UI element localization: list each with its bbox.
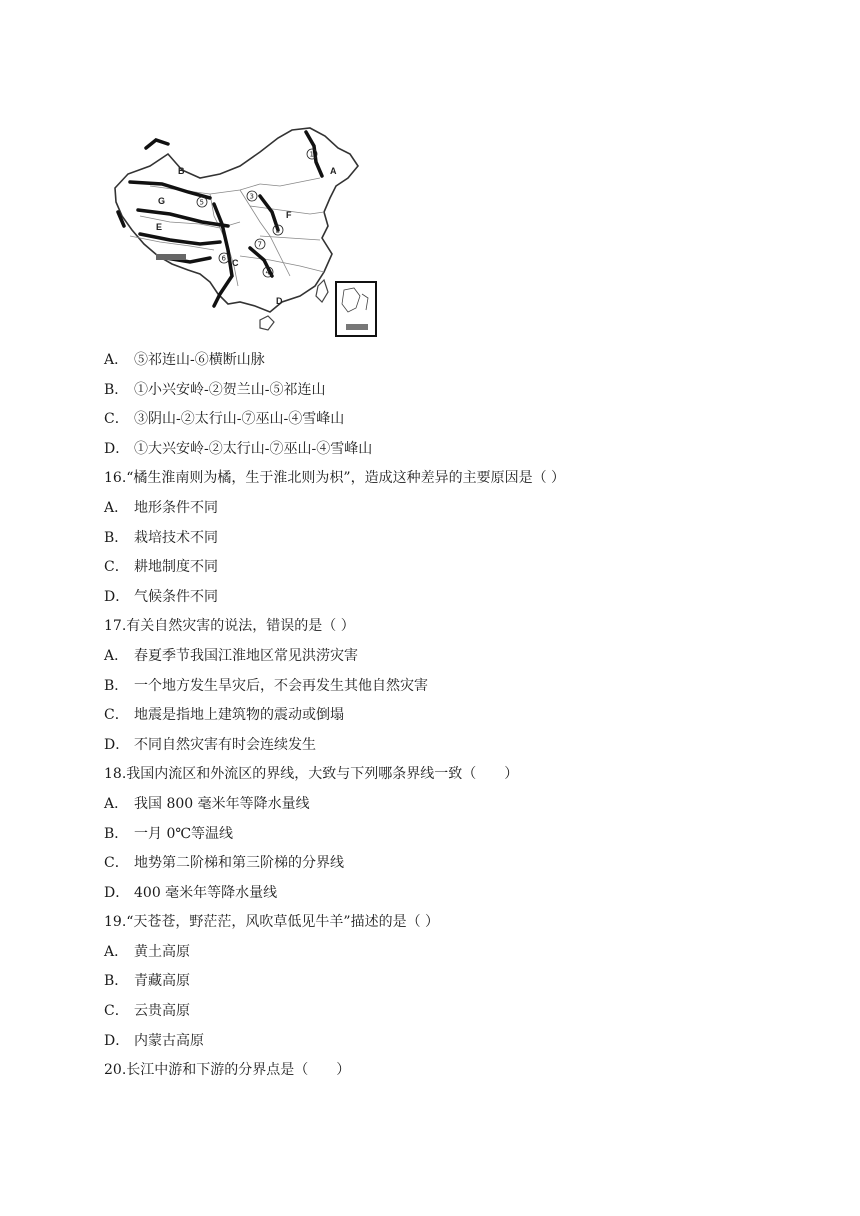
map-number-4: 4: [265, 268, 270, 277]
q19-option-d: [104, 1027, 764, 1057]
option-letter: C．: [104, 411, 129, 428]
map-number-5: 5: [199, 198, 204, 207]
option-text: 400 毫米年等降水量线: [134, 884, 278, 901]
map-label-a: A: [330, 166, 337, 176]
option-text: 一月 0℃等温线: [134, 825, 234, 842]
q16-option-a: [104, 494, 764, 524]
q19-option-b: [104, 967, 764, 997]
q16-option-b: [104, 524, 764, 554]
q15-option-a: [104, 346, 764, 376]
option-letter: C．: [104, 855, 129, 872]
option-letter: D．: [104, 736, 130, 753]
option-text: 一个地方发生旱灾后，不会再发生其他自然灾害: [134, 677, 428, 694]
q18-option-c: [104, 849, 764, 879]
q17-option-b: [104, 672, 764, 702]
option-letter: C．: [104, 559, 129, 576]
q15-option-b: [104, 376, 764, 406]
option-text: 青藏高原: [134, 973, 190, 990]
q18-stem: 18.我国内流区和外流区的界线，大致与下列哪条界线一致（ ）: [104, 766, 519, 783]
option-letter: A．: [104, 943, 129, 960]
option-letter: B．: [104, 529, 129, 546]
map-number-3: 3: [249, 192, 254, 201]
option-letter: A．: [104, 795, 129, 812]
south-china-sea-inset: [336, 282, 376, 336]
option-text: ①大兴安岭-②太行山-⑦巫山-④雪峰山: [134, 440, 373, 457]
q15-option-d: [104, 435, 764, 465]
option-letter: C．: [104, 707, 129, 724]
q17-option-c: [104, 701, 764, 731]
q19-option-a: [104, 938, 764, 968]
option-letter: D．: [104, 1032, 130, 1049]
option-text: 春夏季节我国江淮地区常见洪涝灾害: [134, 647, 358, 664]
option-letter: A．: [104, 499, 129, 516]
option-letter: B．: [104, 825, 129, 842]
q17-option-d: [104, 731, 764, 761]
option-text: 黄土高原: [134, 943, 190, 960]
option-letter: D．: [104, 440, 130, 457]
option-text: 地形条件不同: [134, 499, 218, 516]
china-mountains-map: [110, 126, 390, 340]
option-text: 我国 800 毫米年等降水量线: [134, 795, 310, 812]
option-letter: D．: [104, 588, 130, 605]
option-text: 内蒙古高原: [134, 1032, 204, 1049]
q20-stem: 20.长江中游和下游的分界点是（ ）: [104, 1062, 351, 1079]
option-letter: D．: [104, 884, 130, 901]
q17-stem: 17.有关自然灾害的说法，错误的是（ ）: [104, 618, 355, 635]
q16-option-c: [104, 553, 764, 583]
q18-option-b: [104, 820, 764, 850]
option-text: 栽培技术不同: [134, 529, 218, 546]
option-letter: B．: [104, 677, 129, 694]
option-letter: A．: [104, 352, 129, 368]
option-text: 耕地制度不同: [134, 559, 218, 576]
q19-option-c: [104, 997, 764, 1027]
map-number-1: 1: [309, 150, 314, 159]
map-label-c: C: [232, 258, 239, 268]
option-text: ①小兴安岭-②贺兰山-⑤祁连山: [134, 381, 326, 398]
option-text: ③阴山-②太行山-⑦巫山-④雪峰山: [134, 411, 345, 428]
q18-option-a: [104, 790, 764, 820]
q19-stem: 19.“天苍苍，野茫茫，风吹草低见牛羊”描述的是（ ）: [104, 914, 440, 931]
option-text: 气候条件不同: [134, 588, 218, 605]
map-label-e: E: [156, 222, 163, 232]
map-label-d: D: [276, 296, 283, 306]
option-letter: B．: [104, 381, 129, 398]
q16-stem: 16.“橘生淮南则为橘，生于淮北则为枳”，造成这种差异的主要原因是（ ）: [104, 470, 566, 487]
map-label-b: B: [178, 166, 185, 176]
option-text: 地势第二阶梯和第三阶梯的分界线: [134, 855, 344, 872]
q15-option-c: [104, 405, 764, 435]
q17-option-a: [104, 642, 764, 672]
option-text: 云贵高原: [134, 1003, 190, 1020]
q16-option-d: [104, 583, 764, 613]
option-letter: C．: [104, 1003, 129, 1020]
option-text: ⑤祁连山-⑥横断山脉: [134, 352, 265, 368]
map-label-f: F: [286, 210, 292, 220]
option-text: 不同自然灾害有时会连续发生: [134, 736, 316, 753]
map-number-2: 2: [275, 226, 280, 235]
map-number-7: 7: [257, 240, 262, 249]
option-letter: A．: [104, 647, 129, 664]
q18-option-d: [104, 879, 764, 909]
option-text: 地震是指地上建筑物的震动或倒塌: [134, 707, 344, 724]
map-number-6: 6: [221, 254, 226, 263]
map-label-g: G: [158, 196, 166, 206]
option-letter: B．: [104, 973, 129, 990]
